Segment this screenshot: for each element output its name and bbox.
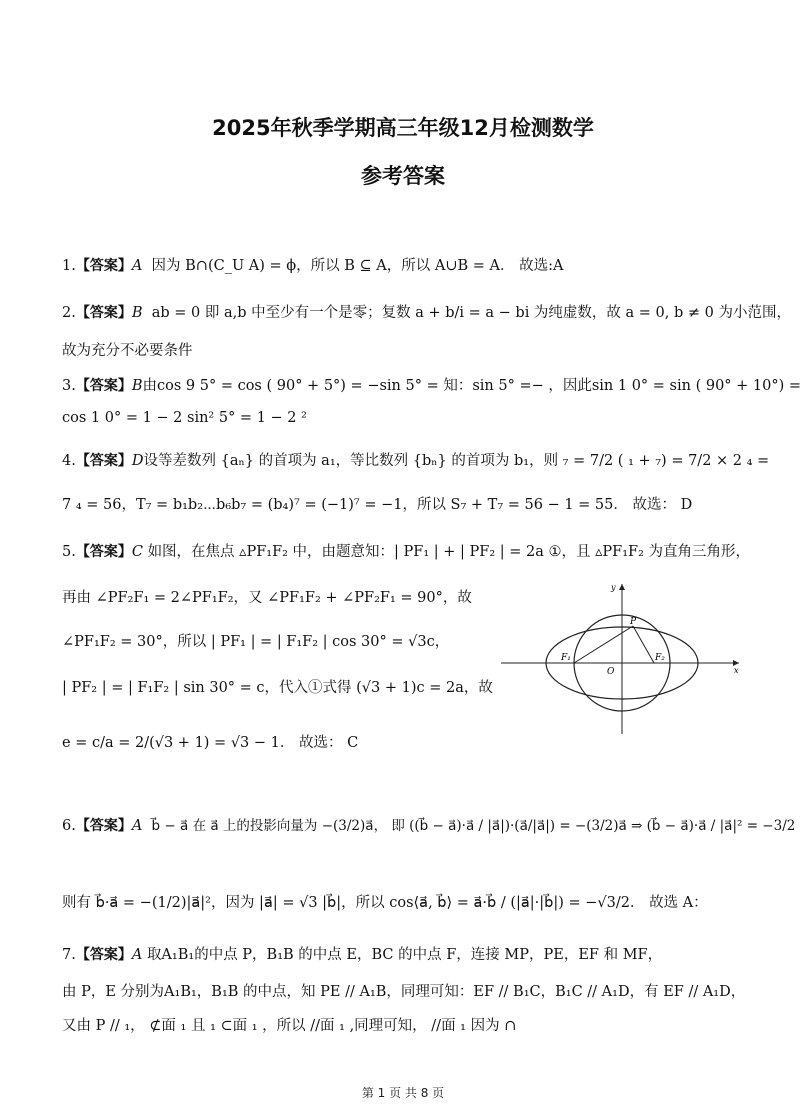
answer-tag: 【答案】 xyxy=(75,947,132,963)
answer-4 xyxy=(62,453,769,470)
answer-text: 取A₁B₁的中点 P，B₁B 的中点 E，BC 的中点 F，连接 MP，PE，EF 和 MF， xyxy=(146,947,663,963)
label-f2: F₂ xyxy=(655,653,665,663)
y-axis-arrow xyxy=(619,584,625,590)
ellipse-figure xyxy=(495,578,745,738)
answer-tag: 【答案】 xyxy=(75,378,132,394)
answer-number: 5. xyxy=(62,544,76,560)
answer-letter: B xyxy=(131,305,143,321)
answer-5-line-2: 再由 ∠PF₂F₁ = 2∠PF₁F₂，又 ∠PF₁F₂ + ∠PF₂F₁ = 90°，故 xyxy=(62,590,472,606)
answer-text: b⃗ − a⃗ 在 a⃗ 上的投影向量为 −(3/2)a⃗， 即 ((b⃗ − a⃗)·a⃗ / |a⃗|)·(a⃗/|a⃗|) = −(3/2)a⃗ ⇒ (b⃗ − a⃗)·a⃗ / |a⃗|² = −3/2 xyxy=(151,818,796,834)
answer-letter: B xyxy=(131,378,143,394)
answer-7 xyxy=(62,947,662,964)
answer-letter: C xyxy=(131,544,143,560)
answer-5 xyxy=(62,544,750,561)
answer-letter: A xyxy=(131,258,143,274)
answer-6 xyxy=(62,818,795,835)
answer-number: 1. xyxy=(62,258,76,274)
answer-letter: A xyxy=(131,947,143,963)
answer-4-continued: 7 ₄ = 56，T₇ = b₁b₂⋯b₆b₇ = (b₄)⁷ = (−1)⁷ = −1，所以 S₇ + T₇ = 56 − 1 = 55． 故选： D xyxy=(62,497,693,513)
document-title: 2025年秋季学期高三年级12月检测数学 xyxy=(212,116,594,140)
answer-number: 6. xyxy=(62,818,76,834)
answer-tag: 【答案】 xyxy=(75,258,132,274)
answer-letter: D xyxy=(131,453,144,469)
answer-text: ab = 0 即 a,b 中至少有一个是零；复数 a + b/i = a − bi 为纯虚数，故 a = 0, b ≠ 0 为小范围， xyxy=(151,305,791,321)
answer-number: 2. xyxy=(62,305,76,321)
label-origin: O xyxy=(607,667,615,677)
answer-text: 由cos 9 5° = cos ( 90° + 5°) = −sin 5° = 知：sin 5° =− ，因此sin 1 0° = sin ( 90° + 10°) = xyxy=(142,378,802,394)
answer-number: 3. xyxy=(62,378,76,394)
answer-2 xyxy=(62,305,791,322)
answer-7-line-2: 由 P，E 分别为A₁B₁，B₁B 的中点，知 PE // A₁B，同理可知：EF // B₁C，B₁C // A₁D，有 EF // A₁D， xyxy=(62,984,746,1000)
document-subtitle: 参考答案 xyxy=(361,164,445,188)
label-p: P xyxy=(630,617,637,627)
page-footer: 第 1 页 共 8 页 xyxy=(361,1086,445,1100)
answer-3 xyxy=(62,378,801,395)
answer-7-line-3: 又由 P // ₁， ⊄面 ₁ 且 ₁ ⊂面 ₁ ，所以 //面 ₁ ,同理可知， //面 ₁ 因为 ∩ xyxy=(62,1018,517,1034)
answer-tag: 【答案】 xyxy=(75,818,132,834)
answer-number: 4. xyxy=(62,453,76,469)
label-x-axis: x xyxy=(734,666,739,675)
answer-5-line-3: ∠PF₁F₂ = 30°，所以 | PF₁ | = | F₁F₂ | cos 30° = √3c， xyxy=(62,634,450,650)
answer-6-continued: 则有 b⃗·a⃗ = −(1/2)|a⃗|²，因为 |a⃗| = √3 |b⃗|，所以 cos⟨a⃗, b⃗⟩ = a⃗·b⃗ / (|a⃗|·|b⃗|) = −√3/2． 故选 A： xyxy=(62,895,708,911)
label-f1: F₁ xyxy=(561,653,571,663)
answer-text: 如图，在焦点 ▵PF₁F₂ 中，由题意知：| PF₁ | + | PF₂ | = 2a ①，且 ▵PF₁F₂ 为直角三角形， xyxy=(147,544,751,560)
answer-3-continued: cos 1 0° = 1 − 2 sin² 5° = 1 − 2 ² xyxy=(62,410,307,426)
answer-letter: A xyxy=(131,818,143,834)
answer-text: 设等差数列 {aₙ} 的首项为 a₁，等比数列 {bₙ} 的首项为 b₁，则 ₇ = 7/2 ( ₁ + ₇) = 7/2 × 2 ₄ = xyxy=(143,453,770,469)
answer-5-line-4: | PF₂ | = | F₁F₂ | sin 30° = c，代入①式得 (√3 + 1)c = 2a，故 xyxy=(62,680,493,696)
answer-5-line-5: e = c/a = 2/(√3 + 1) = √3 − 1． 故选： C xyxy=(62,735,359,751)
answer-tag: 【答案】 xyxy=(75,544,132,560)
segment-pf2 xyxy=(633,626,654,663)
answer-1 xyxy=(62,258,563,275)
label-y-axis: y xyxy=(611,583,616,592)
answer-text: 因为 B∩(C_U A) = ϕ，所以 B ⊆ A，所以 A∪B = A． 故选:A xyxy=(151,258,564,274)
answer-tag: 【答案】 xyxy=(75,305,132,321)
answer-tag: 【答案】 xyxy=(75,453,132,469)
answer-number: 7. xyxy=(62,947,76,963)
answer-2-continued: 故为充分不必要条件 xyxy=(62,343,193,359)
